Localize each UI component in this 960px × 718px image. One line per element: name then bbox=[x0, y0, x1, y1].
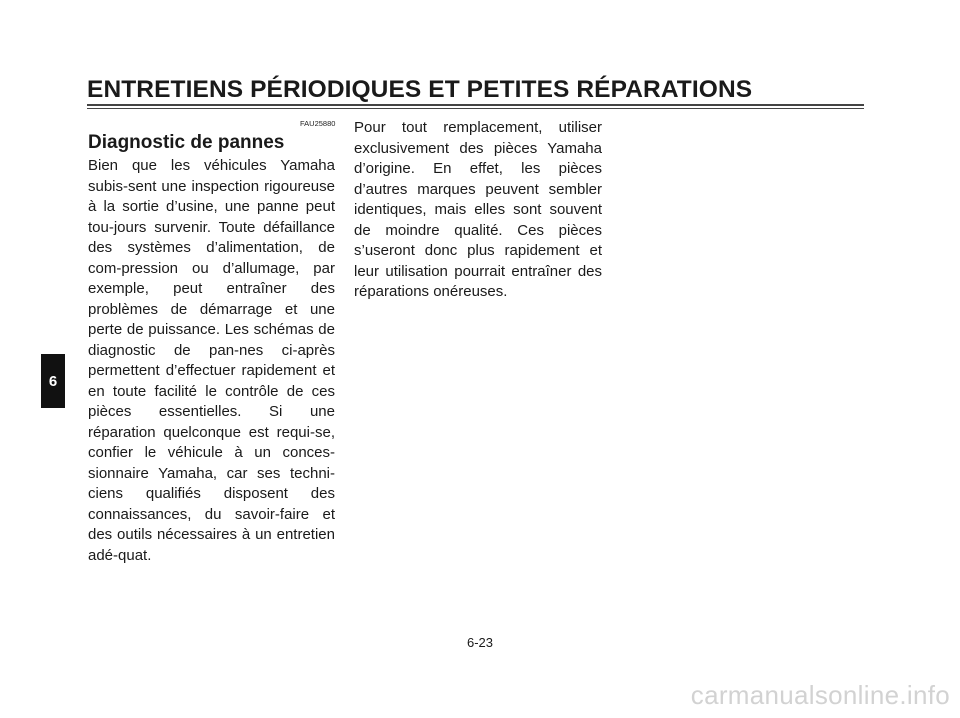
watermark: carmanualsonline.info bbox=[690, 680, 950, 710]
body-text-right: Pour tout remplacement, utiliser exclusivement des pièces Yamaha d’origine. En effet, les pièces d’autres marques peuvent sembler identiques, mais elles sont souvent de moindre qualité. Ces pièces s’useront donc plus rapidement et leur utilisation pourrait entraîner des réparations onéreuses. bbox=[354, 119, 602, 300]
body-text-left: Bien que les véhicules Yamaha subis-sent une inspection rigoureuse à la sortie d’usine, une panne peut tou-jours survenir. Toute défaillance des systèmes d’alimentation, de com-pression ou d’allumage, par exemple, peut entraîner des problèmes de démarrage et une perte de puissance. Les schémas de diagnostic de pan-nes ci-après permettent d’effectuer rapidement et en toute facilité le contrôle de ces pièces essentielles. Si une réparation quelconque est requi-se, confier le véhicule à un conces-sionnaire Yamaha, car ses techni-ciens qualifiés disposent des connaissances, du savoir-faire et des outils nécessaires à un entretien adé-quat. bbox=[88, 157, 335, 564]
header-rule-thin bbox=[87, 108, 864, 109]
section-heading: Diagnostic de pannes bbox=[88, 132, 285, 153]
page-number: 6-23 bbox=[466, 635, 494, 650]
section-code: FAU25880 bbox=[300, 119, 336, 128]
page-title: ENTRETIENS PÉRIODIQUES ET PETITES RÉPARATIONS bbox=[87, 76, 753, 103]
header-rule bbox=[87, 104, 864, 106]
chapter-tab: 6 bbox=[41, 354, 65, 408]
